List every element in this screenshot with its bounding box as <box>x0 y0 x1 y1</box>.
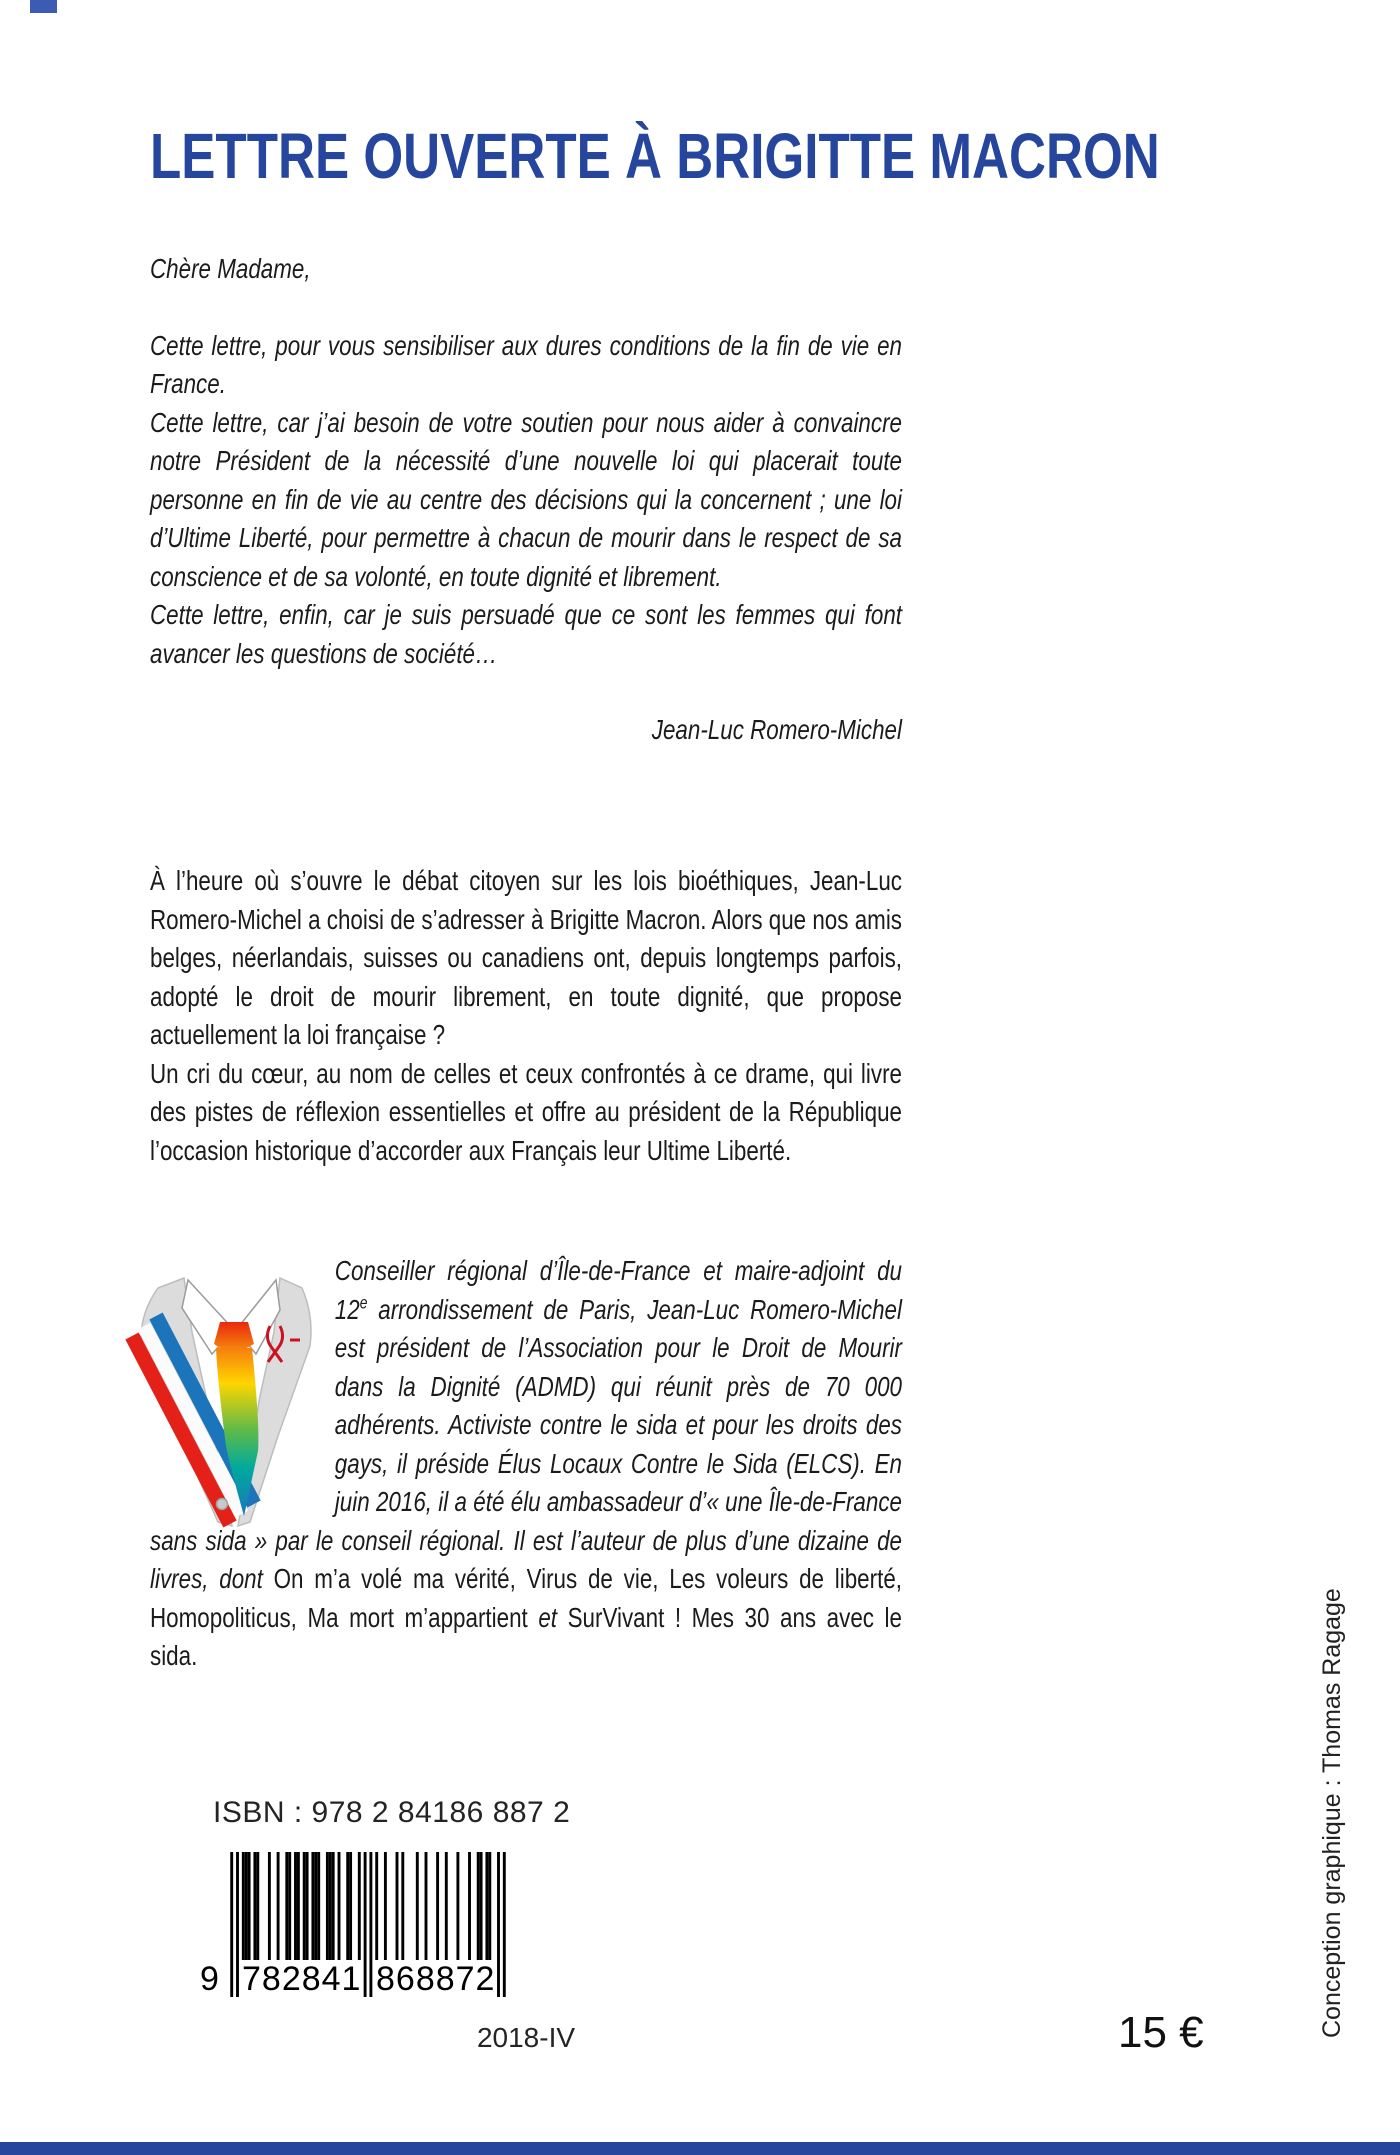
barcode-digit-left: 9 <box>200 1960 219 1998</box>
letter-signature: Jean-Luc Romero-Michel <box>651 714 902 745</box>
paragraph: Cette lettre, enfin, car je suis persuadé que ce sont les femmes qui font avancer les questions de société… <box>150 599 902 669</box>
paragraph: À l’heure où s’ouvre le débat citoyen sur les lois bioéthiques, Jean-Luc Romero-Michel a choisi de s’adresser à Brigitte Macron. Alors que nos amis belges, néerlandais, suisses ou canadiens ont, depuis longtemps parfois, adopté le droit de mourir librement, en toute dignité, que propose actuellement la loi française ? <box>150 865 902 1050</box>
edition-code: 2018-IV <box>476 2022 576 2053</box>
text-run: arrondissement de Paris, Jean-Luc Romero-Michel est président de l’Association pour le Droit de Mourir dans la Dignité (ADMD) qui réunit près de 70 000 adhérents. Activiste contre le sida et pour les droits des gays, il préside Élus Locaux Contre le Sida (ELCS). En juin 2016, il a été élu ambassadeur d’« une Île-de-France sans sida » par le conseil régional. Il est l’auteur de plus d’une dizaine de livres, dont <box>150 1293 902 1594</box>
suit-tricolor-sash-rainbow-tie-illustration <box>118 1276 318 1528</box>
letter-salutation: Chère Madame, <box>150 253 311 284</box>
price-label: 15 € <box>1118 2008 1204 2057</box>
print-corner-mark <box>30 0 57 13</box>
paragraph: Cette lettre, pour vous sensibiliser aux dures conditions de la fin de vie en France. <box>150 329 902 399</box>
text-run: On m’a volé ma vérité, Virus de vie, Les voleurs de liberté, Homopoliticus, Ma mort m’appartient <box>150 1563 902 1633</box>
isbn-text: ISBN : 978 2 84186 887 2 <box>213 1796 571 1829</box>
publisher-blurb <box>150 862 902 1170</box>
text-run: Conseiller régional d’Île-de-France et maire-adjoint du 12 <box>334 1255 902 1325</box>
footer-color-bar <box>0 2142 1400 2155</box>
page-title: LETTRE OUVERTE À BRIGITTE MACRON <box>150 119 1160 192</box>
paragraph: Un cri du cœur, au nom de celles et ceux confrontés à ce drame, qui livre des pistes de réflexion essentielles et offre au président de la République l’occasion historique d’accorder aux Français leur Ultime Liberté. <box>150 1057 902 1166</box>
barcode-digit-group2: 868872 <box>376 1960 496 1998</box>
design-credit-vertical: Conception graphique : Thomas Ragage <box>1318 1588 1346 2038</box>
barcode-digit-group1: 782841 <box>242 1960 362 1998</box>
text-run: e <box>359 1292 368 1313</box>
text-run: SurVivant ! Mes 30 ans avec le sida. <box>150 1601 902 1671</box>
open-letter-text <box>150 250 902 750</box>
text-run: et <box>538 1601 568 1633</box>
letter-paragraphs <box>150 327 902 674</box>
paragraph: Cette lettre, car j’ai besoin de votre soutien pour nous aider à convaincre notre Président de la nécessité d’une nouvelle loi qui placerait toute personne en fin de vie au centre des décisions qui la concernent ; une loi d’Ultime Liberté, pour permettre à chacun de mourir dans le respect de sa conscience et de sa volonté, en toute dignité et librement. <box>150 406 902 592</box>
jacket-button <box>217 1499 228 1510</box>
ean13-barcode <box>200 1852 506 2002</box>
